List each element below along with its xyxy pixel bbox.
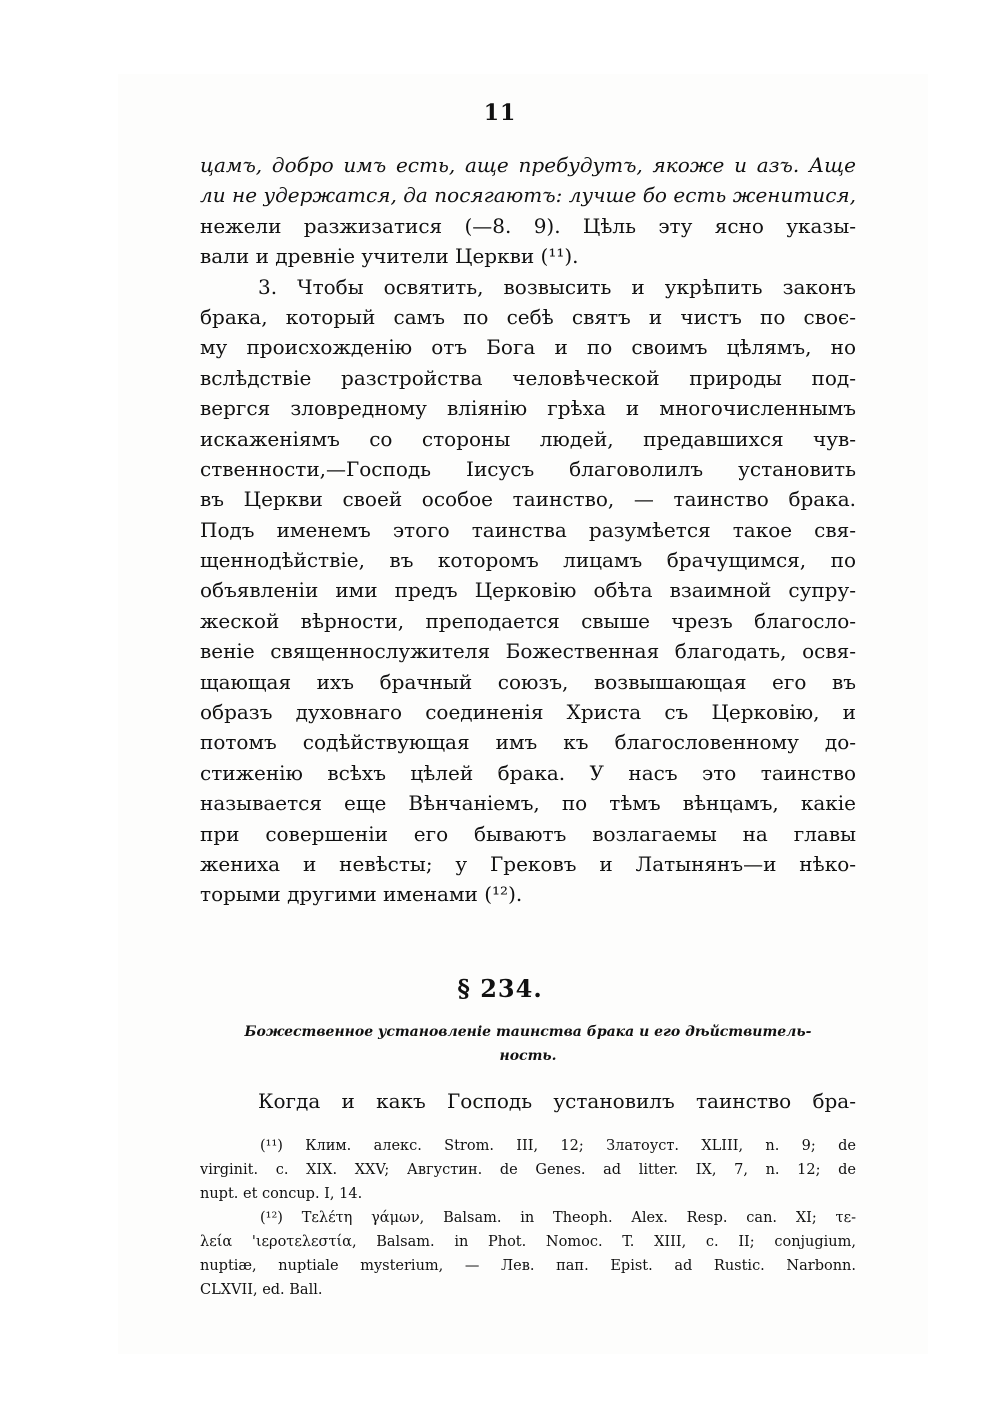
body-line: вслѣдствіе разстройства человѣческой природы под- — [200, 365, 856, 390]
section-first-line — [200, 1086, 856, 1116]
body-line: потомъ содѣйствующая имъ къ благословенному до- — [200, 730, 856, 755]
body-line: жениха и невѣсты; у Грековъ и Латынянъ—и нѣко- — [200, 851, 856, 876]
body-line: стиженію всѣхъ цѣлей брака. У насъ это таинство — [200, 760, 856, 785]
body-line: ственности,—Господь Іисусъ благоволилъ установить — [200, 456, 856, 481]
body-line: му происхожденію отъ Бога и по своимъ цѣлямъ, но — [200, 335, 856, 360]
body-line: ли не удержатся, да посягаютъ: лучше бо есть женитися, — [200, 183, 856, 208]
footnote-line: virginit. c. XIX. XXV; Августин. de Genes. ad litter. IX, 7, n. 12; de — [200, 1162, 856, 1178]
body-line: называется еще Вѣнчаніемъ, по тѣмъ вѣнцамъ, какіе — [200, 791, 856, 816]
footnote-line: nupt. et concup. I, 14. — [200, 1186, 363, 1202]
footnote-line: (¹¹) Клим. алекс. Strom. III, 12; Златоуст. XLIII, n. 9; de — [260, 1138, 856, 1154]
section-heading-line: ность. — [499, 1048, 557, 1064]
body-line: образъ духовнаго соединенія Христа съ Церковію, и — [200, 700, 856, 725]
body-line: цамъ, добро имъ есть, аще пребудутъ, якоже и азъ. Аще — [200, 153, 856, 177]
body-line: при совершеніи его бываютъ возлагаемы на главы — [200, 821, 856, 846]
body-line: Подъ именемъ этого таинства разумѣется такое свя- — [200, 517, 856, 542]
body-line: щающая ихъ брачный союзъ, возвышающая его въ — [200, 669, 856, 694]
page-number: 11 — [483, 100, 517, 126]
body-line: торыми другими именами (¹²). — [200, 882, 523, 907]
body-line: нежели разжизатися (—8. 9). Цѣль эту ясно указы- — [200, 213, 856, 238]
footnote-line: (¹²) Τελέτη γάμων, Balsam. in Theoph. Alex. Resp. can. XI; τε- — [260, 1210, 856, 1226]
body-line: щеннодѣйствіе, въ которомъ лицамъ брачущимся, по — [200, 548, 856, 573]
body-line: брака, который самъ по себѣ святъ и чистъ по своє- — [200, 304, 856, 329]
body-line: 3. Чтобы освятить, возвысить и укрѣпить законъ — [258, 274, 856, 299]
footnote-line: CLXVII, ed. Ball. — [200, 1282, 323, 1298]
footnotes — [200, 1134, 856, 1302]
section-number: § 234. — [457, 974, 543, 1003]
footnote-line: λεία 'ιεροτελεστία, Balsam. in Phot. Nomoc. T. XIII, c. II; conjugium, — [200, 1234, 856, 1250]
footnote-line: nuptiæ, nuptiale mysterium, — Лев. пап. Epist. ad Rustic. Narbonn. — [200, 1258, 856, 1274]
section-heading — [200, 1020, 856, 1068]
body-line: объявленіи ими предъ Церковію обѣта взаимной супру- — [200, 578, 856, 603]
body-line: Когда и какъ Господь установилъ таинство бра- — [258, 1089, 856, 1113]
section-heading-line: Божественное установленіе таинства брака и его дѣйствитель- — [244, 1024, 812, 1040]
body-line: въ Церкви своей особое таинство, — таинство брака. — [200, 487, 856, 512]
body-text — [200, 150, 856, 910]
body-line: вали и древніе учители Церкви (¹¹). — [200, 244, 579, 269]
body-line: вергся зловредному вліянію грѣха и многочисленнымъ — [200, 396, 856, 421]
body-line: жеской вѣрности, преподается свыше чрезъ благосло- — [200, 608, 856, 633]
body-line: веніе священнослужителя Божественная благодать, освя- — [200, 639, 856, 664]
body-line: искаженіямъ со стороны людей, предавшихся чув- — [200, 426, 856, 451]
